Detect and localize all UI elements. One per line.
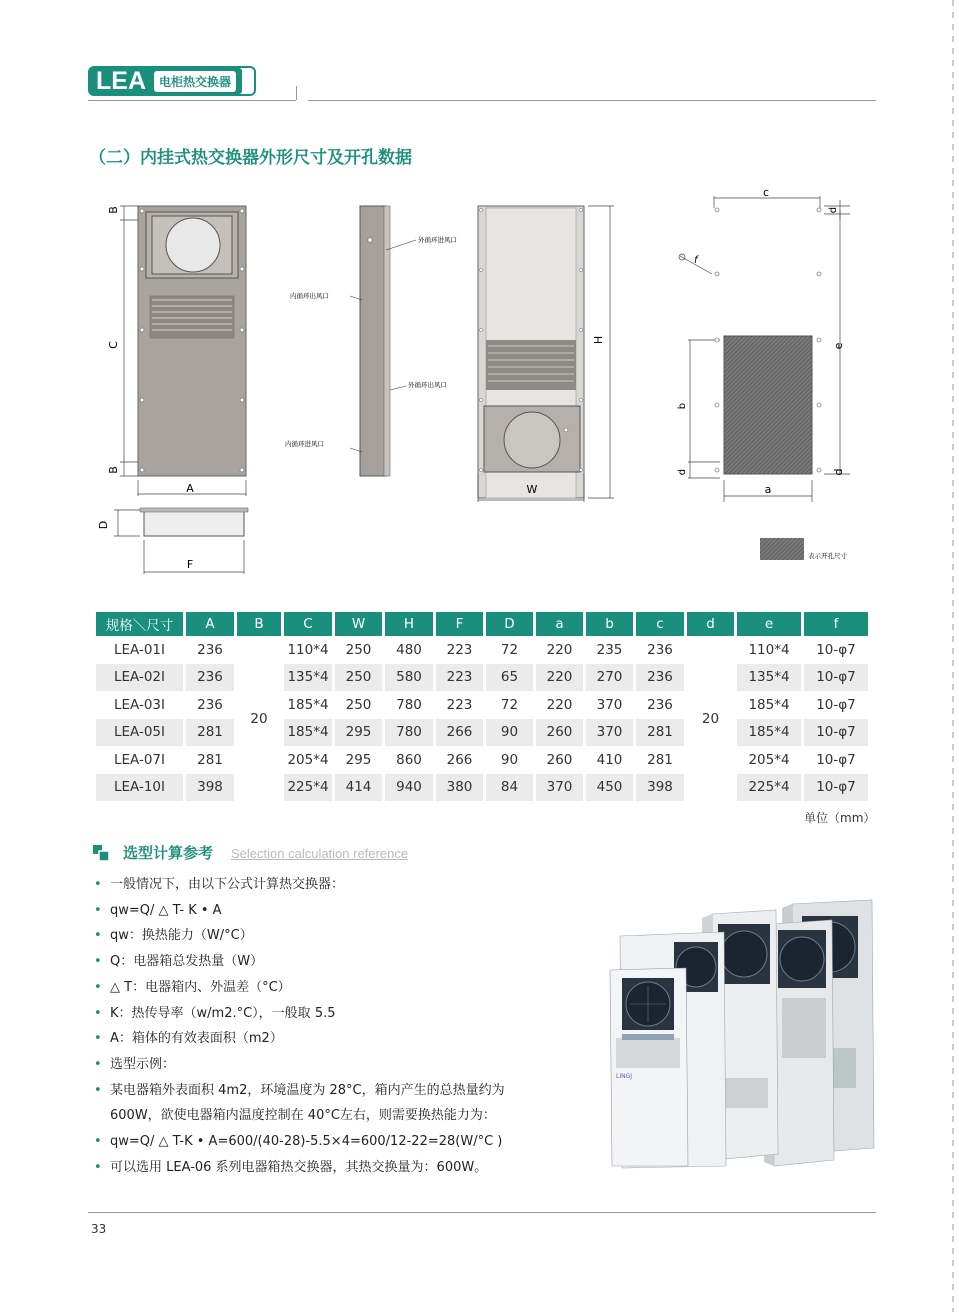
cell-f: 10-φ7 (804, 719, 868, 747)
list-item: • qw=Q/ △ T- K • A (94, 898, 574, 924)
table-row (96, 691, 868, 719)
brand-subtitle: 电柜热交换器 (154, 71, 236, 92)
front-view-drawing (107, 206, 246, 496)
list-item: 600W，欲使电器箱内温度控制在 40°C左右，则需要换热能力为： (110, 1108, 496, 1124)
dim-label: d (832, 468, 845, 476)
list-item: • △ T：电器箱内、外温差（°C） (94, 975, 574, 1001)
table-row (96, 636, 868, 664)
list-item: • qw=Q/ △ T-K • A=600/(40-28)-5.5×4=600/12-22=28(W/°C ) (94, 1129, 574, 1155)
cell-e: 205*4 (748, 751, 790, 768)
dim-label: A (186, 482, 194, 495)
cell-a: 260 (536, 719, 583, 747)
side-view-drawing (285, 206, 457, 476)
cell-model: LEA-03I (113, 696, 166, 713)
dim-label: B (107, 466, 120, 474)
cell-a: 220 (536, 664, 583, 692)
table-header-row (96, 612, 868, 636)
list-item: • 一般情况下，由以下公式计算热交换器： (94, 872, 574, 898)
table-row (96, 719, 868, 747)
table-row (96, 774, 868, 802)
col-header: a (536, 612, 583, 636)
cell-D: 72 (500, 641, 519, 658)
cell-D: 90 (500, 751, 519, 768)
brand-label: LEA (90, 68, 154, 94)
dim-label: f (694, 255, 698, 266)
header-rule (308, 100, 876, 101)
cell-b: 235 (596, 641, 623, 658)
dim-label: B (107, 206, 120, 214)
cell-model: LEA-01I (113, 641, 166, 658)
rear-view-drawing (478, 206, 614, 502)
cell-F: 223 (446, 641, 473, 658)
unit-note: 单位（mm） (804, 811, 876, 825)
dim-label: d (677, 468, 688, 476)
cell-B-merged: 20 (237, 636, 281, 801)
page-edge (952, 0, 954, 1312)
cell-H: 780 (385, 719, 433, 747)
cell-C: 135*4 (284, 664, 332, 692)
cell-A: 281 (197, 751, 223, 768)
list-item: • A：箱体的有效表面积（m2） (94, 1026, 574, 1052)
col-header: 规格＼尺寸 (96, 612, 183, 636)
top-view-drawing (97, 508, 248, 574)
callout-label: 外循环出风口 (408, 381, 447, 389)
cell-f: 10-φ7 (816, 696, 856, 713)
cutout-view-drawing (677, 186, 850, 560)
section-bullet-icon (93, 845, 109, 861)
col-header: A (186, 612, 234, 636)
legend-swatch (760, 538, 804, 560)
col-header: b (586, 612, 633, 636)
cell-a: 260 (546, 751, 573, 768)
product-unit-front (610, 968, 688, 1166)
product-brand-label: LINGJ (616, 1073, 633, 1080)
cell-C: 225*4 (284, 774, 332, 802)
reference-title: 选型计算参考 (123, 844, 214, 862)
cell-a: 370 (536, 774, 583, 802)
cell-H: 860 (396, 751, 422, 768)
cell-e: 185*4 (737, 719, 801, 747)
dim-label: d (828, 206, 839, 214)
list-item: • 可以选用 LEA-06 系列电器箱热交换器，其热交换量为：600W。 (94, 1155, 574, 1181)
cell-e: 185*4 (748, 696, 790, 713)
col-header: C (284, 612, 332, 636)
cell-C: 205*4 (287, 751, 329, 768)
dim-label: D (97, 520, 110, 530)
cell-H: 780 (396, 696, 422, 713)
cell-W: 295 (345, 751, 372, 768)
cell-c: 281 (636, 719, 684, 747)
cell-e: 225*4 (737, 774, 801, 802)
cell-f: 10-φ7 (804, 774, 868, 802)
cell-e: 110*4 (748, 641, 790, 658)
col-header: F (436, 612, 483, 636)
cell-F: 223 (446, 696, 473, 713)
callout-label: 外循环进风口 (418, 236, 457, 244)
cell-model: LEA-02I (96, 664, 183, 692)
cell-a: 220 (546, 696, 573, 713)
cell-b: 410 (596, 751, 623, 768)
cell-D: 90 (486, 719, 533, 747)
cell-A: 236 (197, 696, 223, 713)
cell-H: 480 (396, 641, 422, 658)
header-rule-tick (296, 86, 297, 100)
dim-label: a (764, 483, 772, 496)
cell-f: 10-φ7 (804, 664, 868, 692)
reference-list (94, 872, 574, 1180)
table-row (96, 746, 868, 774)
dim-label: W (526, 483, 538, 496)
cell-W: 414 (335, 774, 382, 802)
product-photo (606, 898, 882, 1168)
cell-W: 250 (345, 641, 372, 658)
col-header: B (237, 612, 281, 636)
list-item: • Q：电器箱总发热量（W） (94, 949, 574, 975)
col-header: c (636, 612, 684, 636)
cell-H: 580 (385, 664, 433, 692)
col-header: H (385, 612, 433, 636)
cell-e: 135*4 (737, 664, 801, 692)
dimension-drawings (97, 186, 880, 590)
cell-model: LEA-07I (113, 751, 166, 768)
cell-A: 236 (186, 664, 234, 692)
cell-C: 110*4 (287, 641, 329, 658)
col-header: f (804, 612, 868, 636)
cell-c: 236 (636, 664, 684, 692)
spec-table (93, 612, 871, 801)
cell-C: 185*4 (287, 696, 329, 713)
cell-W: 295 (335, 719, 382, 747)
dim-label: C (107, 341, 120, 349)
cell-H: 940 (385, 774, 433, 802)
cell-D: 65 (486, 664, 533, 692)
cell-F: 380 (436, 774, 483, 802)
list-item: • K：热传导率（w/m2.°C），一般取 5.5 (94, 1001, 574, 1027)
cell-A: 236 (197, 641, 223, 658)
list-item: • qw：换热能力（W/°C） (94, 923, 574, 949)
cell-A: 281 (186, 719, 234, 747)
cell-C: 185*4 (284, 719, 332, 747)
cell-W: 250 (335, 664, 382, 692)
cutout-area (724, 336, 812, 474)
list-item: • 选型示例： (94, 1052, 574, 1078)
dim-label: H (592, 335, 605, 345)
cell-F: 223 (436, 664, 483, 692)
col-header: D (486, 612, 533, 636)
table-row (96, 664, 868, 692)
col-header: d (687, 612, 734, 636)
cell-b: 370 (586, 719, 633, 747)
header-rule-left (88, 100, 296, 101)
section-title: （二）内挂式热交换器外形尺寸及开孔数据 (89, 148, 412, 168)
reference-title-en: Selection calculation reference (231, 846, 409, 861)
callout-label: 内循环出风口 (290, 292, 329, 300)
page-number: 33 (91, 1222, 107, 1236)
cell-model: LEA-10I (96, 774, 183, 802)
cell-b: 370 (596, 696, 623, 713)
dim-label: F (186, 558, 194, 571)
cell-f: 10-φ7 (816, 751, 856, 768)
footer-rule (88, 1212, 876, 1213)
dim-label: e (832, 342, 845, 350)
cell-f: 10-φ7 (816, 641, 856, 658)
subtitle-wrap (154, 68, 242, 94)
cell-a: 220 (546, 641, 573, 658)
cell-c: 281 (647, 751, 673, 768)
cell-c: 236 (647, 641, 673, 658)
dim-label: b (677, 402, 688, 410)
list-item: • 某电器箱外表面积 4m2，环境温度为 28°C，箱内产生的总热量约为 (94, 1078, 574, 1104)
cell-D: 72 (500, 696, 519, 713)
cell-F: 266 (446, 751, 473, 768)
cell-d-merged: 20 (687, 636, 734, 801)
cell-b: 270 (586, 664, 633, 692)
cell-D: 84 (486, 774, 533, 802)
col-header: W (335, 612, 382, 636)
header-badge (88, 66, 256, 96)
col-header: e (737, 612, 801, 636)
cell-c: 398 (636, 774, 684, 802)
cell-model: LEA-05I (96, 719, 183, 747)
cell-W: 250 (345, 696, 372, 713)
dim-label: c (762, 186, 770, 199)
callout-label: 内循环进风口 (285, 440, 324, 448)
cell-b: 450 (586, 774, 633, 802)
cell-c: 236 (647, 696, 673, 713)
legend-label: 表示开孔尺寸 (808, 552, 847, 560)
cell-F: 266 (436, 719, 483, 747)
cell-A: 398 (186, 774, 234, 802)
